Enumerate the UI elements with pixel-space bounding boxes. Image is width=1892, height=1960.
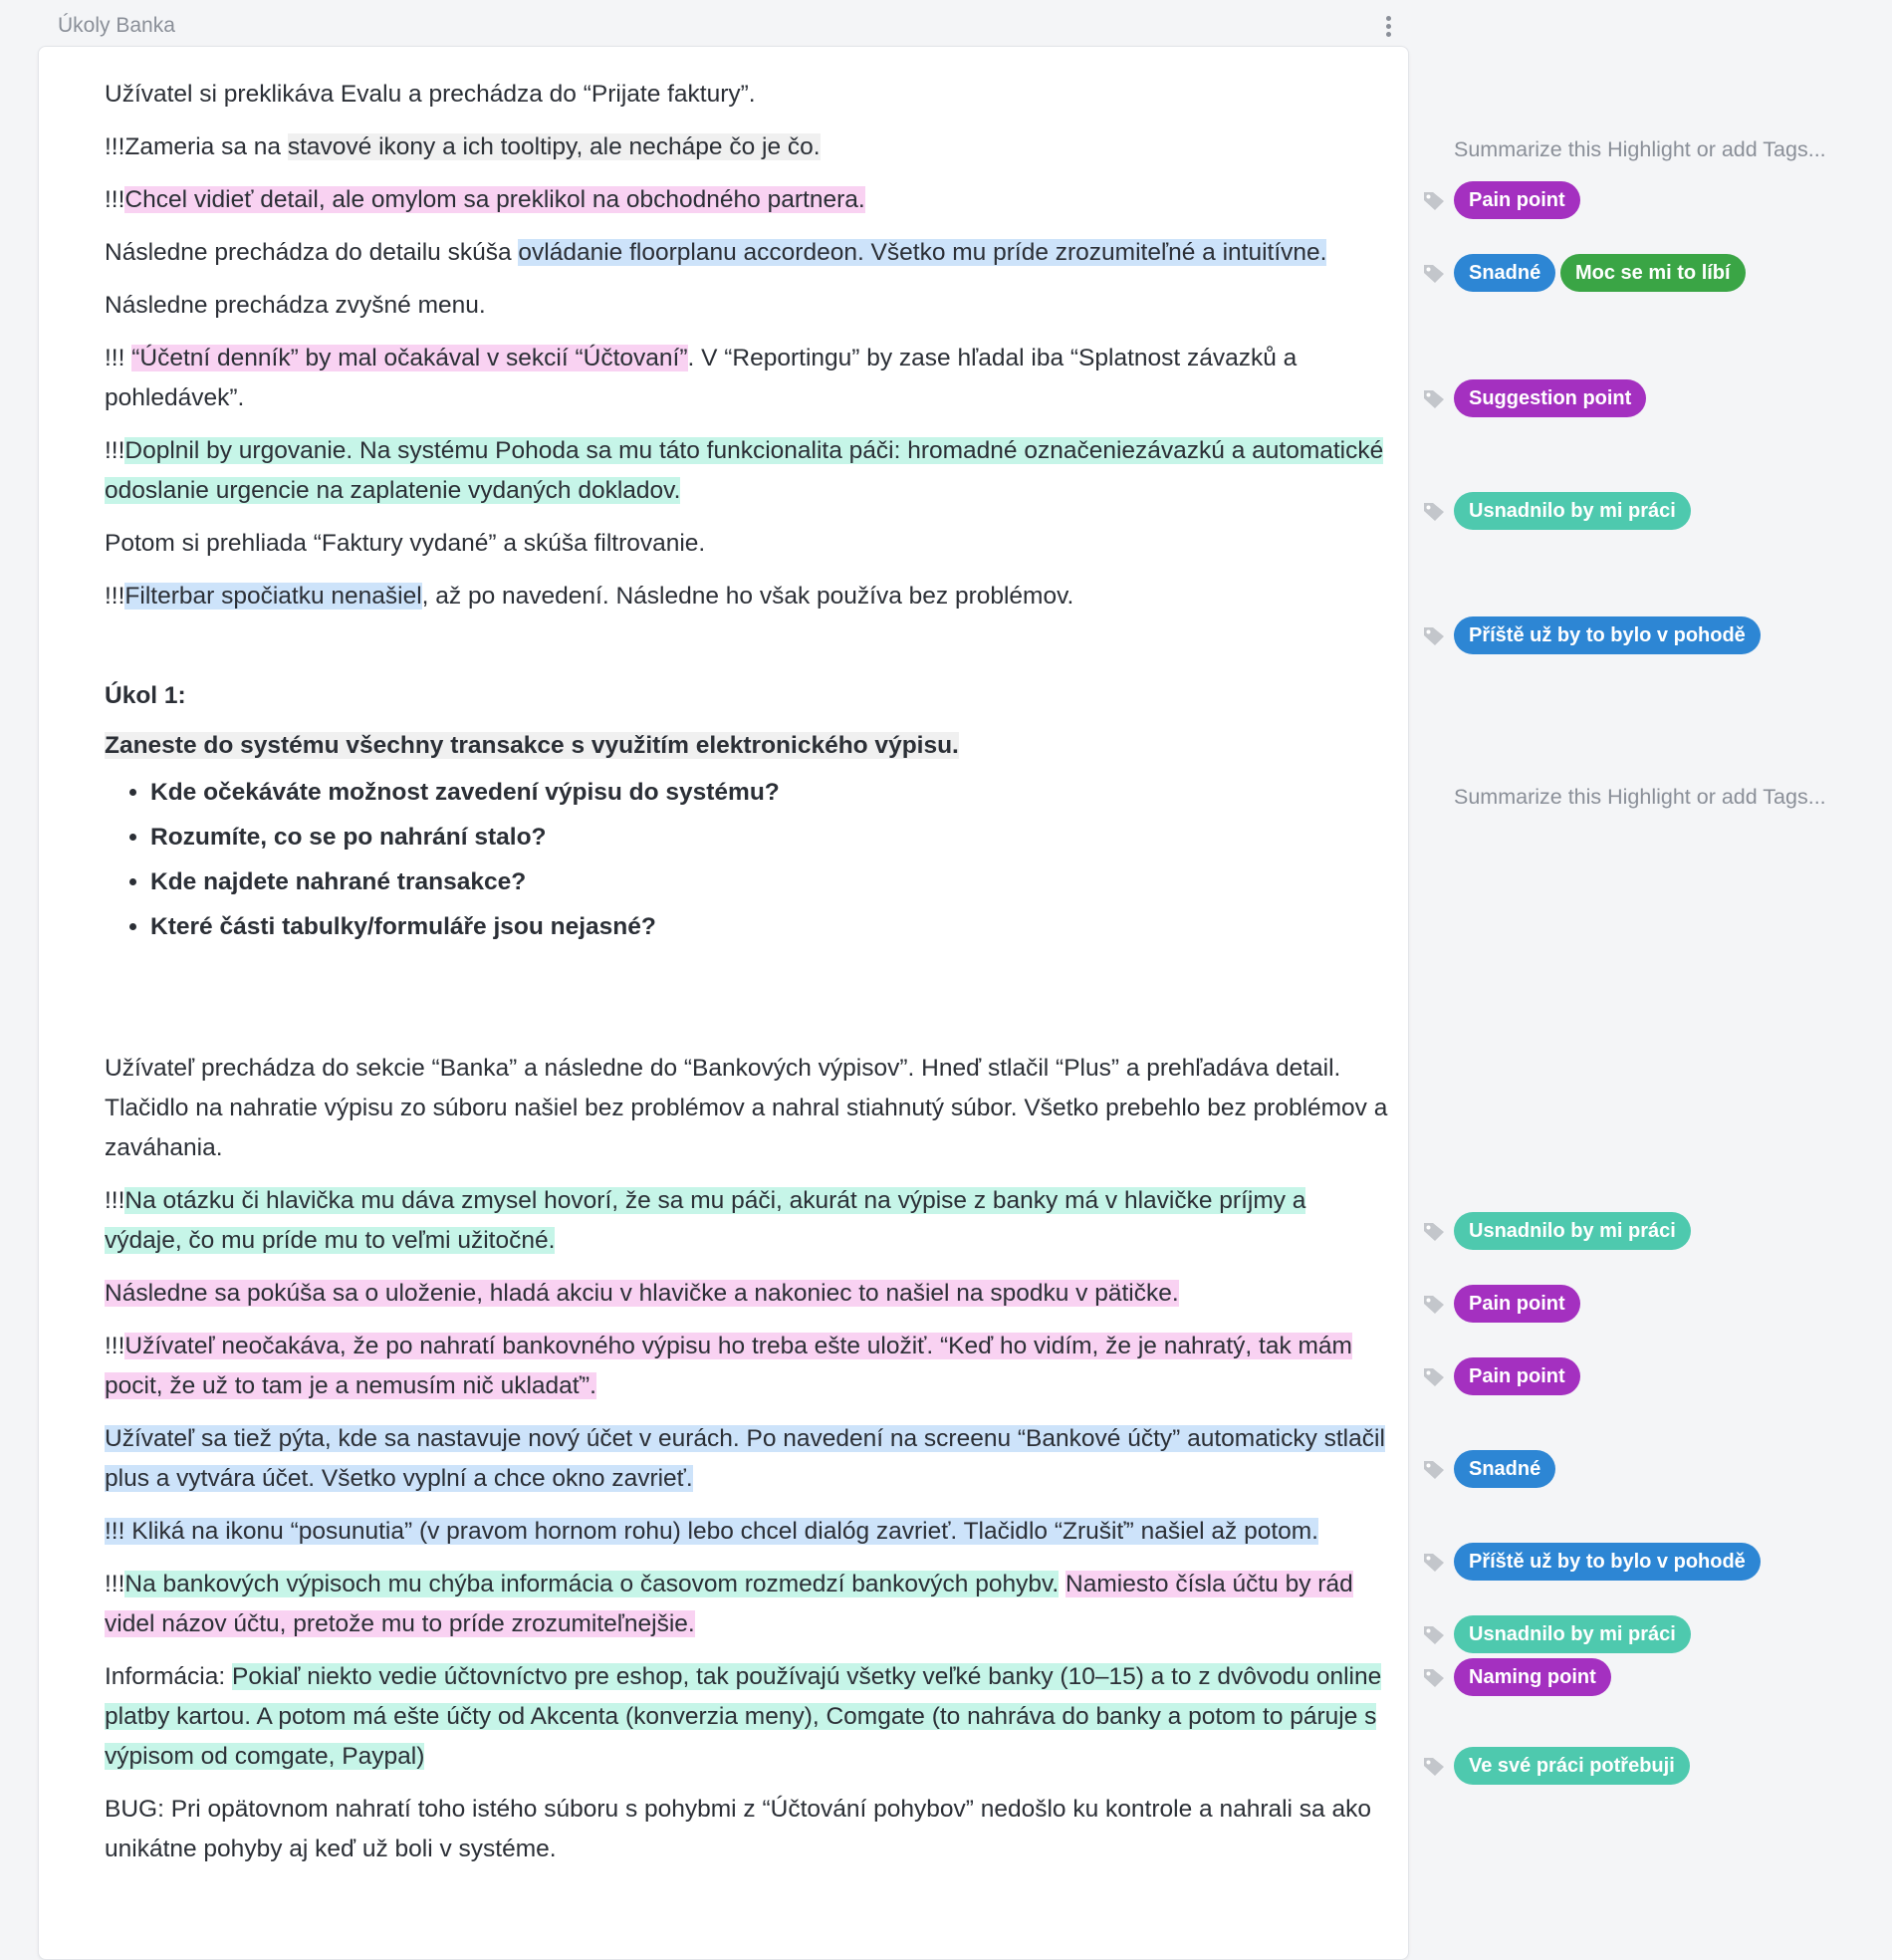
paragraph — [105, 1565, 1389, 1644]
task-description — [105, 726, 1389, 766]
paragraph-text: , až po navedení. Následne ho však používa bez problémov. — [421, 583, 1074, 610]
tag-icon — [1422, 388, 1446, 410]
highlight-pink[interactable]: Namiesto čísla účtu by rád videl názov účtu, pretože mu to príde zrozumiteľnejšie. — [105, 1571, 1353, 1637]
paragraph-text — [1059, 1571, 1065, 1597]
summary-input[interactable]: Summarize this Highlight or add Tags... — [1454, 785, 1826, 809]
tag-usnadnilo[interactable]: Usnadnilo by mi práci — [1454, 1212, 1691, 1250]
paragraph — [105, 127, 1389, 167]
paragraph-text: !!! — [105, 186, 125, 213]
tag-icon — [1422, 263, 1446, 285]
highlight-pink[interactable]: Chcel vidieť detail, ale omylom sa preklikol na obchodného partnera. — [124, 186, 865, 213]
summary-input[interactable]: Summarize this Highlight or add Tags... — [1454, 137, 1826, 161]
paragraph-text: !!! — [105, 583, 125, 610]
paragraph-text: !!! — [105, 345, 132, 371]
paragraph — [105, 1049, 1389, 1168]
tag-pain-point[interactable]: Pain point — [1454, 1357, 1580, 1395]
tag-icon — [1422, 1756, 1446, 1778]
paragraph — [105, 577, 1389, 616]
tag-icon — [1422, 1366, 1446, 1388]
more-options-icon[interactable] — [1384, 16, 1392, 40]
tag-priste[interactable]: Příště už by to bylo v pohodě — [1454, 1543, 1761, 1581]
highlight-pink[interactable]: Následne sa pokúša sa o uloženie, hladá akciu v hlavičke a nakoniec to našiel na spodku v pätičke. — [105, 1280, 1179, 1307]
tag-suggestion-point[interactable]: Suggestion point — [1454, 379, 1646, 417]
highlight-gray[interactable]: Zaneste do systému všechny transakce s využitím elektronického výpisu. — [105, 732, 959, 759]
paragraph-text: !!! — [105, 437, 125, 464]
paragraph — [105, 233, 1389, 273]
document-content — [105, 75, 1389, 1882]
highlight-blue[interactable]: ovládanie floorplanu accordeon. Všetko mu príde zrozumiteľné a intuitívne. — [518, 239, 1327, 266]
paragraph-text: BUG: Pri opätovnom nahratí toho istého súboru s pohybmi z “Účtování pohybov” nedošlo ku kontrole a nahrali sa ako unikátne pohyby aj keď už boli v systéme. — [105, 1796, 1371, 1862]
paragraph — [105, 339, 1389, 418]
highlight-mint[interactable]: Na otázku či hlavička mu dáva zmysel hovorí, že sa mu páči, akurát na výpise z banky má v hlavičke príjmy a výdaje, čo mu príde mu to veľmi užitočné. — [105, 1187, 1306, 1254]
paragraph — [105, 431, 1389, 511]
tag-icon — [1422, 190, 1446, 212]
tag-icon — [1422, 1667, 1446, 1689]
paragraph-text: Potom si prehliada “Faktury vydané” a skúša filtrovanie. — [105, 530, 706, 557]
paragraph — [105, 1790, 1389, 1869]
tag-icon — [1422, 1624, 1446, 1646]
highlight-blue[interactable]: Užívateľ sa tiež pýta, kde sa nastavuje nový účet v eurách. Po navedení na screenu “Bankové účty” automaticky stlačil plus a vytvára účet. Všetko vyplní a chce okno zavrieť. — [105, 1425, 1385, 1492]
list-item: • Kde očekáváte možnost zavedení výpisu do systému? — [150, 770, 1389, 815]
paragraph-text: !!!Zameria sa na — [105, 133, 288, 160]
tag-icon — [1422, 1294, 1446, 1316]
paragraph — [105, 524, 1389, 564]
tag-icon — [1422, 1459, 1446, 1481]
tag-icon — [1422, 1552, 1446, 1574]
tag-usnadnilo[interactable]: Usnadnilo by mi práci — [1454, 1615, 1691, 1653]
highlight-pink[interactable]: Užívateľ neočakáva, že po nahratí bankovného výpisu ho treba ešte uložiť. “Keď ho vidím, že je nahratý, tak mám pocit, že už to tam je a nemusím nič ukladať”. — [105, 1333, 1352, 1399]
paragraph — [105, 1181, 1389, 1261]
paragraph-text: . V “Reportingu” by zase hľadal iba “Splatnost závazků a pohledávek”. — [105, 345, 1298, 411]
document-panel — [38, 46, 1409, 1960]
paragraph-text: Následne prechádza zvyšné menu. — [105, 292, 486, 319]
tag-icon — [1422, 625, 1446, 647]
tag-icon — [1422, 501, 1446, 523]
task-heading: Úkol 1: — [105, 682, 186, 709]
tag-naming-point[interactable]: Naming point — [1454, 1658, 1611, 1696]
paragraph — [105, 1327, 1389, 1406]
paragraph-text: !!! — [105, 1187, 125, 1214]
highlight-mint[interactable]: Doplnil by urgovanie. Na systému Pohoda sa mu táto funkcionalita páči: hromadné označeniezávazkú a automatické odoslanie urgencie na zaplatenie vydaných dokladov. — [105, 437, 1384, 504]
paragraph — [105, 286, 1389, 326]
task-question-list — [105, 770, 1389, 949]
document-title: Úkoly Banka — [58, 14, 175, 37]
list-item: • Rozumíte, co se po nahrání stalo? — [150, 815, 1389, 859]
list-item: • Které části tabulky/formuláře jsou nejasné? — [150, 904, 1389, 949]
tag-icon — [1422, 1221, 1446, 1243]
highlight-blue[interactable]: !!! Kliká na ikonu “posunutia” (v pravom hornom rohu) lebo chcel dialóg zavrieť. Tlačidlo “Zrušiť” našiel až potom. — [105, 1518, 1318, 1545]
highlight-gray[interactable]: stavové ikony a ich tooltipy, ale nechápe čo je čo. — [287, 133, 821, 160]
highlight-pink[interactable]: “Účetní denník” by mal očakával v sekcií “Účtovaní” — [131, 345, 688, 371]
paragraph — [105, 1657, 1389, 1777]
list-item: • Kde najdete nahrané transakce? — [150, 859, 1389, 904]
tag-snadne[interactable]: Snadné — [1454, 1450, 1555, 1488]
highlight-blue[interactable]: Filterbar spočiatku nenašiel — [124, 583, 422, 610]
paragraph-text: !!! — [105, 1333, 125, 1359]
paragraph-text: Následne prechádza do detailu skúša — [105, 239, 519, 266]
tag-usnadnilo[interactable]: Usnadnilo by mi práci — [1454, 492, 1691, 530]
tag-priste[interactable]: Příště už by to bylo v pohodě — [1454, 616, 1761, 654]
paragraph — [105, 180, 1389, 220]
highlight-mint[interactable]: Na bankových výpisoch mu chýba informácia o časovom rozmedzí bankových pohybv. — [124, 1571, 1060, 1597]
paragraph — [105, 1419, 1389, 1499]
tag-moc-se-mi-libi[interactable]: Moc se mi to líbí — [1560, 254, 1746, 292]
tag-pain-point[interactable]: Pain point — [1454, 1285, 1580, 1323]
tag-pain-point[interactable]: Pain point — [1454, 181, 1580, 219]
tag-ve-sve-praci[interactable]: Ve své práci potřebuji — [1454, 1747, 1690, 1785]
highlight-mint[interactable]: Pokiaľ niekto vedie účtovníctvo pre eshop, tak používajú všetky veľké banky (10–15) a to z dvôvodu online platby kartou. A potom má ešte účty od Akcenta (konverzia meny), Comgate (to nahráva do banky a potom to páruje s výpisom od comgate, Paypal) — [105, 1663, 1382, 1770]
paragraph — [105, 75, 1389, 115]
paragraph-text: !!! — [105, 1571, 125, 1597]
paragraph — [105, 1274, 1389, 1314]
paragraph — [105, 1512, 1389, 1552]
paragraph-text: Informácia: — [105, 1663, 232, 1690]
tag-snadne[interactable]: Snadné — [1454, 254, 1555, 292]
paragraph-text: Užívateľ prechádza do sekcie “Banka” a následne do “Bankových výpisov”. Hneď stlačil “Plus” a prehľadáva detail. Tlačidlo na nahratie výpisu zo súboru našiel bez problémov a nahral stiahnutý súbor. Všetko prebehlo bez problémov a zaváhania. — [105, 1055, 1388, 1161]
paragraph-text: Užívatel si preklikáva Evalu a prechádza do “Prijate faktury”. — [105, 81, 756, 108]
